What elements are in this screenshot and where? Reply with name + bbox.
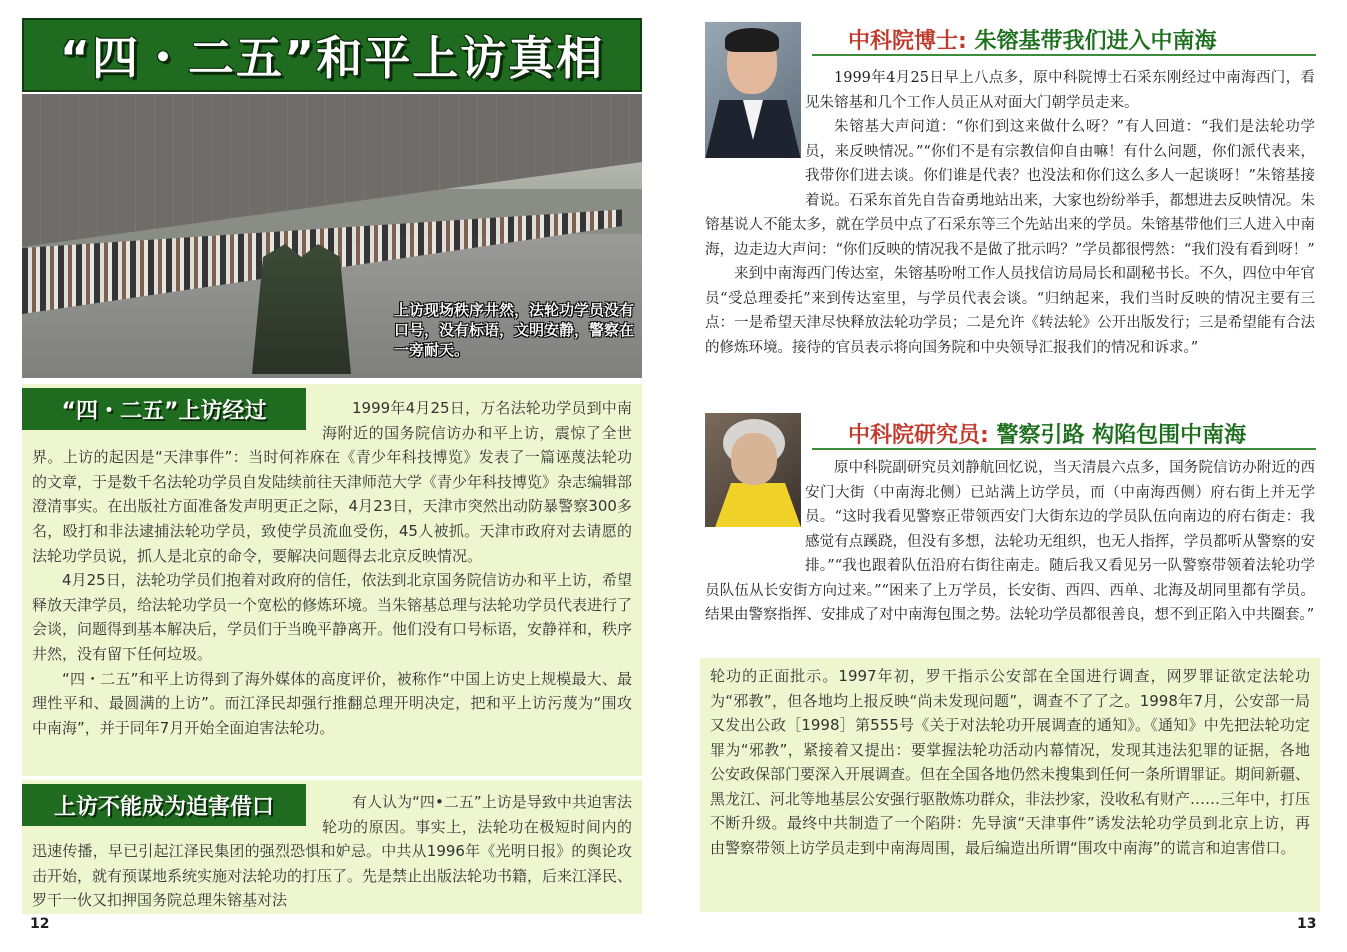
article1-paragraph: 来到中南海西门传达室，朱镕基吩咐工作人员找信访局局长和副秘书长。不久，四位中年官员“受总理委托”来到传达室里，与学员代表会谈。“归纳起来，我们当时反映的情况主要有三点：一是希望天津尽快释放法轮功学员；二是允许《转法轮》公开出版发行；三是希望能有合法的修炼环境。接待的官员表示将向国务院和中央领导汇报我们的情况和诉求。” <box>705 266 1315 356</box>
article2-body <box>705 456 1315 628</box>
page-number-right: 13 <box>1297 916 1317 932</box>
article2-rule <box>812 448 1316 450</box>
section1-paragraph: “四・二五”和平上访得到了海外媒体的高度评价，被称作“中国上访史上规模最大、最理性平和、最圆满的上访”。而江泽民却强行推翻总理开明决定，把和平上访污蔑为“围攻中南海”，并于同年7月开始全面迫害法轮功。 <box>32 669 632 737</box>
article1-label: 中科院博士: <box>848 29 967 54</box>
section1-paragraph: 1999年4月25日，万名法轮功学员到中南海附近的国务院信访办和平上访，震惊了全世界。上访的起因是“天津事件”：当时何祚庥在《青少年科技博览》发表了一篇诬蔑法轮功的文章，于是数千名法轮功学员自发陆续前往天津师范大学《青少年科技博览》杂志编辑部澄清事实。在出版社方面准备发声明更正之际，4月23日，天津市突然出动防暴警察300多名，殴打和非法逮捕法轮功学员，致使学员流血受伤，45人被抓。天津市政府对去请愿的法轮功学员说，抓人是北京的命令，要解决问题得去北京反映情况。 <box>32 399 633 565</box>
section1-panel <box>22 384 642 776</box>
article1-body <box>705 66 1315 360</box>
continuation-panel <box>700 658 1320 912</box>
section2-paragraph: 有人认为“四•二五”上访是导致中共迫害法轮功的原因。事实上，法轮功在极短时间内的迅速传播，早已引起江泽民集团的强烈恐惧和妒忌。中共从1996年《光明日报》的舆论攻击开始，就有预谋地系统实施对法轮功的打压了。先是禁止出版法轮功书籍，后来江泽民、罗干一伙又扣押国务院总理朱镕基对法 <box>32 793 633 910</box>
continuation-text: 轮功的正面批示。1997年初，罗干指示公安部在全国进行调查，网罗罪证欲定法轮功为“邪教”，但各地均上报反映“尚未发现问题”，调查不了了之。1998年7月，公安部一局又发出公政［1998］第555号《关于对法轮功开展调查的通知》。《通知》中先把法轮功定罪为“邪教”，紧接着又提出：要掌握法轮功活动内幕情况，发现其违法犯罪的证据，各地公安政保部门要深入开展调查。但在全国各地仍然未搜集到任何一条所谓罪证。期间新疆、黑龙江、河北等地基层公安强行驱散炼功群众，非法抄家，没收私有财产……三年中，打压不断升级。最终中共制造了一个陷阱：先导演“天津事件”诱发法轮功学员到北京上访，再由警察带领上访学员走到中南海周围，最后编造出所谓“围攻中南海”的谎言和迫害借口。 <box>710 667 1311 857</box>
article2-heading <box>848 418 1246 449</box>
petition-scene-photo <box>22 94 642 378</box>
section1-heading: “四・二五”上访经过 <box>22 388 306 430</box>
article1-paragraph: 1999年4月25日早上八点多，原中科院博士石采东刚经过中南海西门，看见朱镕基和几个工作人员正从对面大门朝学员走来。 <box>805 70 1315 111</box>
article2-label: 中科院研究员: <box>848 423 989 448</box>
article2-title: 警察引路 构陷包围中南海 <box>988 423 1247 448</box>
article1-paragraph: 朱镕基大声问道：“你们到这来做什么呀？”有人回道：“我们是法轮功学员，来反映情况。”“你们不是有宗教信仰自由嘛！有什么问题，你们派代表来，我带你们进去谈。你们谁是代表？也没法和你们这么多人一起谈呀！”朱镕基接着说。石采东首先自告奋勇地站出来，大家也纷纷举手，都想进去反映情况。朱镕基说人不能太多，就在学员中点了石采东等三个先站出来的学员。朱镕基带他们三人进入中南海，边走边大声问：“你们反映的情况我不是做了批示吗？”学员都很愕然：“我们没有看到呀！” <box>705 119 1315 258</box>
article1-rule <box>812 54 1316 56</box>
photo-caption: 上访现场秩序井然，法轮功学员没有口号，没有标语，文明安静，警察在一旁耐天。 <box>394 301 635 359</box>
section1-paragraph: 4月25日，法轮功学员们抱着对政府的信任，依法到北京国务院信访办和平上访，希望释放天津学员，给法轮功学员一个宽松的修炼环境。当朱镕基总理与法轮功学员代表进行了会谈，问题得到基本解决后，学员们于当晚平静离开。他们没有口号标语，安静祥和，秩序井然，没有留下任何垃圾。 <box>32 571 633 663</box>
section2-heading: 上访不能成为迫害借口 <box>22 784 306 826</box>
section1-body <box>22 384 642 740</box>
article1-title: 朱镕基带我们进入中南海 <box>966 29 1217 54</box>
page-number-left: 12 <box>30 916 50 932</box>
main-title: “四・二五”和平上访真相 <box>59 31 605 85</box>
article1-heading <box>848 24 1216 55</box>
main-title-banner <box>22 18 642 92</box>
article2-paragraph: 原中科院副研究员刘静航回忆说，当天清晨六点多，国务院信访办附近的西安门大街（中南海北侧）已站满上访学员，而（中南海西侧）府右街上并无学员。“这时我看见警察正带领西安门大街东边的学员队伍向南边的府右街走：我感觉有点蹊跷，但没有多想，法轮功无组织，也无人指挥，学员都听从警察的安排。”“我也跟着队伍沿府右街往南走。随后我又看见另一队警察带领着法轮功学员队伍从长安街方向过来。”“困来了上万学员，长安街、西四、西单、北海及胡同里都有学员。结果由警察指挥、安排成了对中南海包围之势。法轮功学员都很善良，想不到正陷入中共圈套。” <box>705 460 1315 623</box>
